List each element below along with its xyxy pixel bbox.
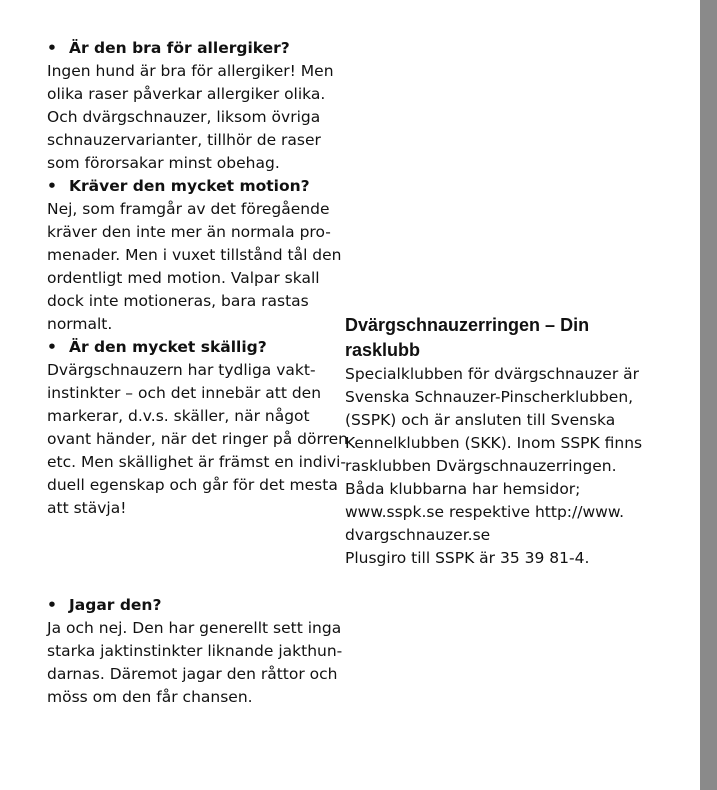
answer-line: Ingen hund är bra för allergiker! Men bbox=[47, 62, 334, 80]
left-column bbox=[47, 37, 347, 709]
club-text-line: Plusgiro till SSPK är 35 39 81-4. bbox=[345, 549, 590, 567]
club-text-line: Kennelklubben (SKK). Inom SSPK finns bbox=[345, 434, 643, 452]
answer-line: Och dvärgschnauzer, liksom övriga bbox=[47, 108, 321, 126]
answer-line: Nej, som framgår av det föregående bbox=[47, 200, 330, 218]
question-allergy bbox=[47, 37, 347, 60]
answer-line: att stävja! bbox=[47, 499, 127, 517]
question-text: Är den mycket skällig? bbox=[69, 338, 267, 356]
answer-line: dock inte motioneras, bara rastas bbox=[47, 292, 309, 310]
answer-line: darnas. Däremot jagar den råttor och bbox=[47, 665, 338, 683]
club-text-line: dvargschnauzer.se bbox=[345, 526, 491, 544]
answer-line: schnauzervarianter, tillhör de raser bbox=[47, 131, 321, 149]
question-text: Kräver den mycket motion? bbox=[69, 177, 310, 195]
answer-line: etc. Men skällighet är främst en indivi- bbox=[47, 453, 346, 471]
club-text-line: Specialklubben för dvärgschnauzer är bbox=[345, 365, 640, 383]
bullet: • bbox=[47, 39, 57, 57]
answer-line: markerar, d.v.s. skäller, när något bbox=[47, 407, 310, 425]
answer-line: ordentligt med motion. Valpar skall bbox=[47, 269, 320, 287]
question-text: Jagar den? bbox=[69, 596, 162, 614]
club-text-line: rasklubben Dvärgschnauzerringen. bbox=[345, 457, 617, 475]
answer-line: instinkter – och det innebär att den bbox=[47, 384, 322, 402]
answer-line: kräver den inte mer än normala pro- bbox=[47, 223, 331, 241]
club-text-line: (SSPK) och är ansluten till Svenska bbox=[345, 411, 616, 429]
answer-line: normalt. bbox=[47, 315, 113, 333]
answer-line: duell egenskap och går för det mesta bbox=[47, 476, 338, 494]
question-hunting bbox=[47, 594, 347, 617]
question-exercise bbox=[47, 175, 347, 198]
answer-line: starka jaktinstinkter liknande jakthun- bbox=[47, 642, 343, 660]
club-text-line: www.sspk.se respektive http://www. bbox=[345, 503, 624, 521]
question-text: Är den bra för allergiker? bbox=[69, 39, 290, 57]
answer-line: menader. Men i vuxet tillstånd tål den bbox=[47, 246, 342, 264]
answer-line: Ja och nej. Den har generellt sett inga bbox=[47, 619, 342, 637]
right-column bbox=[345, 313, 643, 570]
answer-line: ovant händer, när det ringer på dörren bbox=[47, 430, 348, 448]
club-heading: Dvärgschnauzerringen – Din bbox=[345, 315, 590, 335]
answer-line: Dvärgschnauzern har tydliga vakt- bbox=[47, 361, 316, 379]
club-text-line: Svenska Schnauzer-Pinscherklubben, bbox=[345, 388, 634, 406]
answer-line: olika raser påverkar allergiker olika. bbox=[47, 85, 326, 103]
bullet: • bbox=[47, 177, 57, 195]
bullet: • bbox=[47, 596, 57, 614]
answer-line: möss om den får chansen. bbox=[47, 688, 253, 706]
bullet: • bbox=[47, 338, 57, 356]
answer-line: som förorsakar minst obehag. bbox=[47, 154, 280, 172]
question-barking bbox=[47, 336, 347, 359]
club-heading: rasklubb bbox=[345, 340, 421, 360]
spacer bbox=[47, 520, 347, 594]
club-text-line: Båda klubbarna har hemsidor; bbox=[345, 480, 581, 498]
scrollbar[interactable] bbox=[700, 0, 717, 790]
